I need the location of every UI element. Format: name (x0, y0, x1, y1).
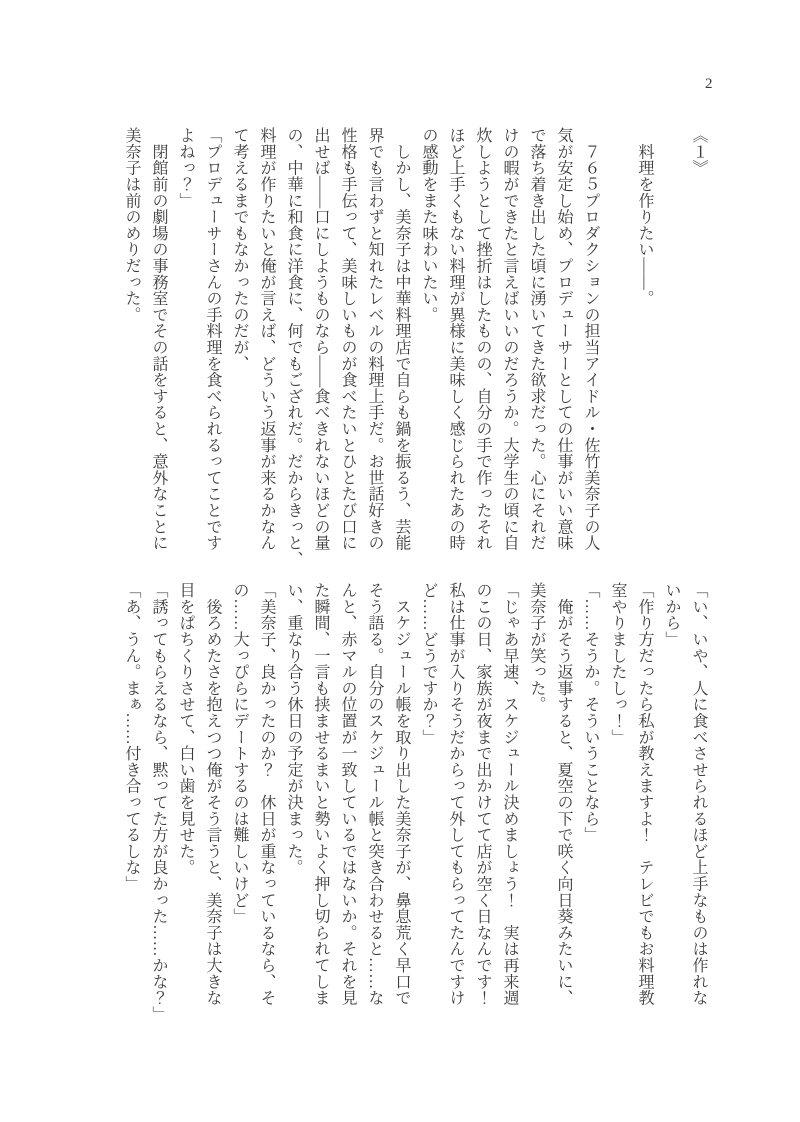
section-heading: 《１》 (690, 127, 707, 176)
text-line: よねっ？」 (177, 127, 194, 209)
text-line: スケジュール帳を取り出した美奈子が、鼻息荒く早口で (393, 582, 410, 1006)
text-line: しかし、美奈子は中華料理店で自らも鍋を振るう、芸能 (393, 127, 410, 551)
text-line: の……大っぴらにデートするのは難しいけど」 (231, 582, 248, 925)
text-line: 料理が作りたいと俺が言えば、どういう返事が来るかなん (258, 127, 275, 551)
text-line: 「い、いや、人に食べさせられるほど上手なものは作れな (690, 582, 707, 1006)
text-line: 炊しようとして挫折はしたものの、自分の手で作ったそれ (474, 127, 491, 551)
text-line: 後ろめたさを抱えつつ俺がそう言うと、美奈子は大きな (204, 582, 221, 1006)
text-line: の感動をまた味わいたい。 (420, 127, 437, 323)
text-line: 性格も手伝って、美味しいものが食べたいとひとたび口に (339, 127, 356, 551)
text-line: いから」 (663, 582, 680, 648)
text-line: 目をぱちくりさせて、白い歯を見せた。 (177, 582, 194, 876)
text-line: 室やりましたしっ！」 (609, 582, 626, 745)
blank-line (604, 127, 631, 557)
text-line: 美奈子が笑った。 (528, 582, 545, 713)
text-block-top (118, 127, 712, 568)
text-line: ほど上手くもない料理が異様に美味しく感じられたあの時 (447, 127, 464, 551)
text-line: 私は仕事が入りそうだからって外してもらってたんですけ (447, 582, 464, 1006)
text-line: のこの日、家族が夜まで出かけてて店が空く日なんです！ (474, 582, 491, 1006)
text-line: 界でも言わずと知れたレベルの料理上手だ。お世話好きの (366, 127, 383, 551)
text-line: そう語る。自分のスケジュール帳と突き合わせると……な (366, 582, 383, 1006)
text-block-bottom (118, 582, 712, 1023)
text-line: の、中華に和食に洋食に、何でもござれだ。だからきっと、 (285, 127, 302, 568)
text-line: んと、赤マルの位置が一致しているではないか。それを見 (339, 582, 356, 1006)
text-line: 「あ、うん。まぁ……付き合ってるしな」 (123, 582, 140, 892)
text-line: 俺がそう返事すると、夏空の下で咲く向日葵みたいに、 (555, 582, 572, 1006)
text-line: ど……どうですか？」 (420, 582, 437, 745)
text-line: 気が安定し始め、プロデューサーとしての仕事がいい意味 (555, 127, 572, 551)
text-line: て考えるまでもなかったのだが、 (231, 127, 248, 372)
text-line: けの暇ができたと言えばいいのだろうか。大学生の頃に自 (501, 127, 518, 551)
text-line: た瞬間、一言も挟ませるまいと勢いよく押し切られてしま (312, 582, 329, 1006)
text-line: 出せば――口にしようものなら――食べきれないほどの量 (312, 127, 329, 551)
text-line: い、重なり合う休日の予定が決まった。 (285, 582, 302, 876)
text-line: 「じゃあ早速、スケジュール決めましょう！ 実は再来週 (501, 582, 518, 1006)
text-line: ７６５プロダクションの担当アイドル・佐竹美奈子の人 (582, 127, 599, 551)
blank-line (658, 127, 685, 557)
page-number: 2 (705, 76, 713, 92)
text-line: 美奈子は前のめりだった。 (123, 127, 140, 323)
text-line: 「プロデューサーさんの手料理を食べられるってことです (204, 127, 221, 551)
text-line: 閉館前の劇場の事務室でその話をすると、意外なことに (150, 127, 167, 551)
text-line: 料理を作りたい――。 (636, 127, 653, 307)
text-line: 「美奈子、良かったのか？ 休日が重なっているなら、そ (258, 582, 275, 1006)
text-line: で落ち着き出した頃に湧いてきた欲求だった。心にそれだ (528, 127, 545, 551)
text-line: 「作り方だったら私が教えますよ！ テレビでもお料理教 (636, 582, 653, 1006)
text-line: 「誘ってもらえるなら、黙ってた方が良かった……かな？」 (150, 582, 167, 1023)
text-line: 「……そうか。そういうことなら」 (582, 582, 599, 843)
